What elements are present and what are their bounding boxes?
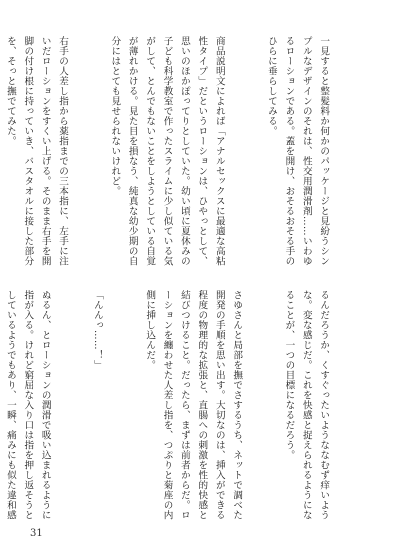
dialogue-line: 「んんっ……！」 [91,290,103,370]
paragraph: 商品説明文によれば「アナルセックスに最適な高粘性タイプ」だというローションは、ひやっとして、思いのほかぽってりとしていた。幼い頃に夏休みの子ども科学教室で作ったスライムに少し似ている気がして、とんでもないことをしようとしている自覚が薄れかける。見た目を損なう、純真な幼少期の自分にはとても見せられないけれど。 [109,36,225,266]
lower-text-column [4,290,367,527]
upper-text-column [4,36,367,273]
paragraph: さゆさんと局部を撫でさするうち、ネットで調べた開発の手順を思い出す。大切なのは、挿入ができる程度の物理的な拡張と、直腸への刺激を性的快感と結びつけること。だったら、まずは前者からだ。ローションを纏わせた人差し指を、つぷりと菊座の内側に挿し込んだ。 [144,290,243,520]
paragraph: 一見すると整髪料か何かのパッケージと見紛うシンプルなデザインのそれは、性交用潤滑剤……いわゆるローションである。蓋を開け、おそるおそる手のひらに垂らしてみる。 [265,36,330,266]
page-number: 31 [30,528,43,539]
paragraph: 右手の人差し指から薬指までの三本指に、左手に注いだローションをすくい上げる。そのまま右手を開脚の付け根に持っていき、バスタオルに接した部分を、そっと撫でてみた。 [4,36,69,266]
paragraph: ぬるん、とローションの潤滑で吸い込まれるように指が入る。けれど窮屈な入り口は指を押し返そうとしているようでもあり、一瞬、痛みにも似た違和感 [4,290,51,520]
paragraph: るんだろうか、くすぐったいようななむず痒いような。変な感じだ。これを快感と捉えられるようになることが、一つの目標になるだろう。 [283,290,330,520]
